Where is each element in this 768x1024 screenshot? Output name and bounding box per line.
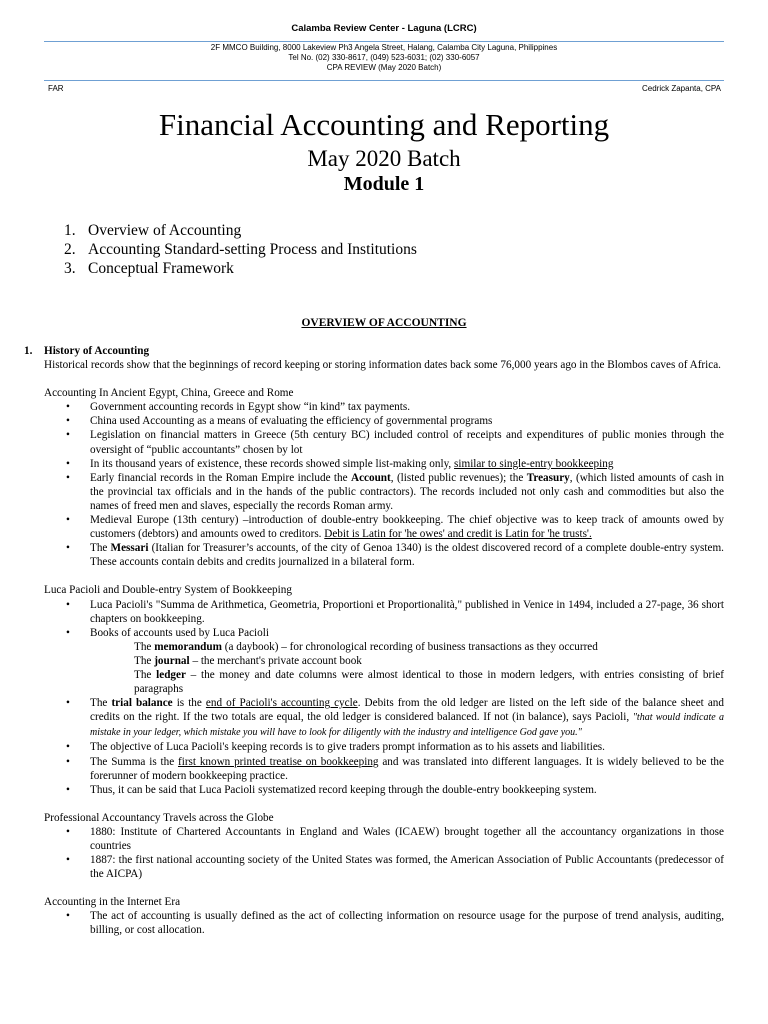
text-run: and was translated into different languages. It is widely believed to be the forerunner of modern bookkeeping practice.	[90, 755, 724, 782]
subject-code: FAR	[48, 84, 64, 93]
bold-term: journal	[154, 654, 190, 667]
text-run: is the	[172, 697, 206, 710]
text-run: The	[90, 542, 111, 555]
text-run: – the merchant's private account book	[189, 654, 362, 667]
underlined-text: Debit is Latin for 'he owes' and credit is Latin for 'he trusts'.	[324, 528, 592, 541]
pacioli-list-continued	[24, 696, 724, 797]
text-run: . Debits from the old ledger are listed on the left side of the balance sheet and credits on the right. If the two totals are equal, the old ledger is considered balanced. If not (in balance), says Pacioli,	[90, 697, 724, 724]
ancient-list	[24, 400, 724, 569]
text-run: In its thousand years of existence, these records showed simple list-making only,	[90, 457, 455, 470]
text-run: The	[134, 668, 157, 681]
bold-term: trial balance	[111, 697, 173, 710]
section-title: History of Accounting	[44, 345, 150, 357]
pacioli-heading: Luca Pacioli and Double-entry System of Bookkeeping	[44, 584, 292, 597]
text-run: (Italian for Treasurer’s accounts, of the city of Genoa 1340) is the oldest discovered record of a complete double-entry system. These accounts contain debits and credits journalized in a bilateral form.	[90, 542, 724, 569]
professional-list	[24, 825, 724, 881]
text-run: The	[134, 640, 155, 653]
underlined-text: similar to single-entry bookkeeping	[454, 457, 614, 470]
bold-term: ledger	[156, 668, 186, 681]
address: 2F MMCO Building, 8000 Lakeview Ph3 Angela Street, Halang, Calamba City Laguna, Philippines	[210, 43, 558, 52]
list-item: • China used Accounting as a means of evaluating the efficiency of governmental programs	[90, 414, 724, 428]
professional-heading: Professional Accountancy Travels across the Globe	[44, 811, 274, 824]
pacioli-list	[24, 598, 724, 640]
toc-text: Overview of Accounting	[88, 222, 242, 239]
ancient-heading: Accounting In Ancient Egypt, China, Greece and Rome	[44, 387, 294, 400]
list-item	[90, 513, 724, 541]
table-of-contents	[64, 221, 417, 278]
list-item	[90, 457, 724, 471]
author-name: Cedrick Zapanta, CPA	[642, 84, 721, 93]
internet-list	[24, 909, 724, 937]
document-body	[24, 344, 724, 938]
text-run: Early financial records in the Roman Empire include the	[90, 471, 351, 484]
list-item: • The act of accounting is usually defined as the act of collecting information on resource usage for the purpose of trend analysis, auditing, billing, or cost allocation.	[90, 909, 724, 937]
book-definition	[24, 668, 724, 696]
list-item: • 1887: the first national accounting society of the United States was formed, the American Association of Public Accountants (predecessor of the AICPA)	[90, 853, 724, 881]
text-run: The	[134, 654, 155, 667]
toc-text: Accounting Standard-setting Process and Institutions	[88, 241, 417, 258]
book-definition	[24, 640, 724, 654]
underlined-text: first known printed treatise on bookkeeping	[177, 755, 379, 768]
toc-item	[64, 259, 417, 278]
bold-term: Account	[350, 471, 391, 484]
list-item	[90, 755, 724, 783]
toc-text: Conceptual Framework	[88, 260, 234, 277]
page-title: Financial Accounting and Reporting	[158, 107, 610, 142]
text-run: , (which listed amounts of cash in the provincial tax officials and in the hands of the public contractors). The records included not only cash and commodities but also the names of freed men and slaves, especially the records Roman army.	[90, 471, 725, 512]
text-run: The Summa is the	[90, 755, 178, 768]
list-item: • Government accounting records in Egypt show “in kind” tax payments.	[90, 400, 724, 414]
history-heading	[24, 344, 724, 358]
list-item	[90, 626, 724, 640]
text-run: The	[90, 697, 112, 710]
list-item	[90, 696, 724, 740]
list-item: • Legislation on financial matters in Greece (5th century BC) included control of receipts and expenditures of public monies through the oversight of “public accountants” chosen by lot	[90, 428, 724, 456]
underlined-text: end of Pacioli's accounting cycle	[205, 697, 358, 710]
phone: Tel No. (02) 330-8617, (049) 523-6031; (02) 330-6057	[288, 53, 480, 62]
history-intro: Historical records show that the beginnings of record keeping or storing information dates back some 76,000 years ago in the Blombos caves of Africa.	[44, 359, 721, 372]
toc-number: 3.	[64, 260, 76, 277]
list-item: • Luca Pacioli's "Summa de Arithmetica, Geometria, Proportioni et Proportionalità," published in Venice in 1494, included a 27-page, 36 short chapters on bookkeeping.	[90, 598, 724, 626]
bold-term: Treasury	[526, 471, 570, 484]
list-item	[90, 471, 724, 513]
toc-item	[64, 221, 417, 240]
batch-label: CPA REVIEW (May 2020 Batch)	[326, 63, 442, 72]
bold-term: Messari	[110, 542, 149, 555]
bold-term: memorandum	[154, 640, 222, 653]
toc-item	[64, 240, 417, 259]
section-number: 1.	[24, 345, 33, 357]
header-details	[44, 43, 724, 73]
italic-quote: "that would indicate a mistake in your ledger, which mistake you will have to look for diligently with the industry and intelligence God gave you."	[90, 712, 725, 739]
internet-heading: Accounting in the Internet Era	[44, 896, 181, 909]
text-run: – the money and date columns were almost identical to those in modern ledgers, with entries consisting of brief paragraphs	[134, 668, 724, 696]
list-item: • Thus, it can be said that Luca Pacioli systematized record keeping through the double-entry bookkeeping system.	[90, 783, 724, 797]
text-run: , (listed public revenues); the	[390, 471, 527, 484]
toc-number: 1.	[64, 222, 76, 239]
list-item: • 1880: Institute of Chartered Accountants in England and Wales (ICAEW) brought together all the accountancy organizations in those countries	[90, 825, 724, 853]
header-rule-top	[44, 41, 724, 42]
header-rule-bottom	[44, 80, 724, 81]
list-item	[90, 541, 724, 569]
page-subtitle: May 2020 Batch	[307, 146, 461, 171]
toc-number: 2.	[64, 241, 76, 258]
section-heading: OVERVIEW OF ACCOUNTING	[301, 317, 467, 329]
book-definition	[24, 654, 724, 668]
text-run: (a daybook) – for chronological recording of business transactions as they occurred	[221, 640, 598, 653]
module-label: Module 1	[343, 173, 425, 195]
org-name: Calamba Review Center - Laguna (LCRC)	[291, 23, 477, 34]
text-run: Medieval Europe (13th century) –introduction of double-entry bookkeeping. The chief objective was to keep track of amounts owed by customers (debtors) and amounts owed to creditors.	[90, 514, 724, 541]
text-run: Books of accounts used by Luca Pacioli	[90, 626, 269, 639]
list-item: • The objective of Luca Pacioli's keeping records is to give traders prompt information as to his assets and liabilities.	[90, 740, 724, 754]
